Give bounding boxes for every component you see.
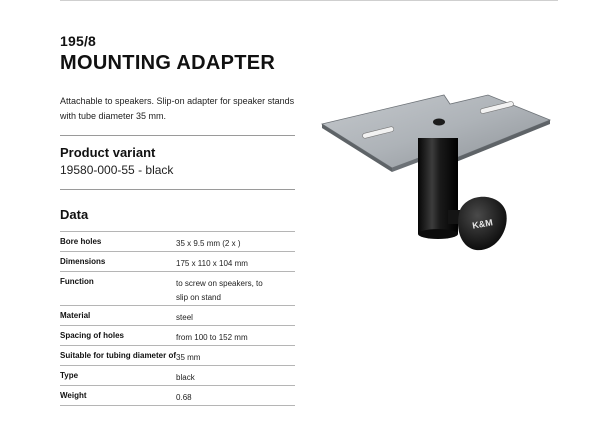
divider xyxy=(60,135,295,136)
row-value: to screw on speakers, to slip on stand xyxy=(176,272,295,306)
data-table xyxy=(60,231,295,406)
data-heading: Data xyxy=(60,207,89,222)
table-row xyxy=(60,366,295,386)
table-row xyxy=(60,346,295,366)
row-value: 35 x 9.5 mm (2 x ) xyxy=(176,232,295,252)
row-label: Spacing of holes xyxy=(60,326,176,346)
product-description: Attachable to speakers. Slip-on adapter for speaker stands with tube diameter 35 mm. xyxy=(60,96,295,121)
row-label: Type xyxy=(60,366,176,386)
row-value: steel xyxy=(176,306,295,326)
row-label: Dimensions xyxy=(60,252,176,272)
row-label: Material xyxy=(60,306,176,326)
row-label: Suitable for tubing diameter of xyxy=(60,346,176,366)
table-row xyxy=(60,306,295,326)
knob-logo: K&M xyxy=(471,217,494,231)
variant-value: 19580-000-55 - black xyxy=(60,163,174,177)
row-value: 175 x 110 x 104 mm xyxy=(176,252,295,272)
table-row xyxy=(60,272,295,306)
row-label: Weight xyxy=(60,386,176,406)
row-value: 0.68 xyxy=(176,386,295,406)
table-row xyxy=(60,326,295,346)
top-divider xyxy=(60,0,558,1)
table-row xyxy=(60,386,295,406)
divider xyxy=(60,189,295,190)
table-row xyxy=(60,252,295,272)
product-image xyxy=(318,92,558,252)
row-value: from 100 to 152 mm xyxy=(176,326,295,346)
row-label: Function xyxy=(60,272,176,306)
product-title: MOUNTING ADAPTER xyxy=(60,52,276,74)
row-value: black xyxy=(176,366,295,386)
row-value: 35 mm xyxy=(176,346,295,366)
table-row xyxy=(60,232,295,252)
product-model-number: 195/8 xyxy=(60,33,97,49)
variant-heading: Product variant xyxy=(60,145,156,160)
row-label: Bore holes xyxy=(60,232,176,252)
